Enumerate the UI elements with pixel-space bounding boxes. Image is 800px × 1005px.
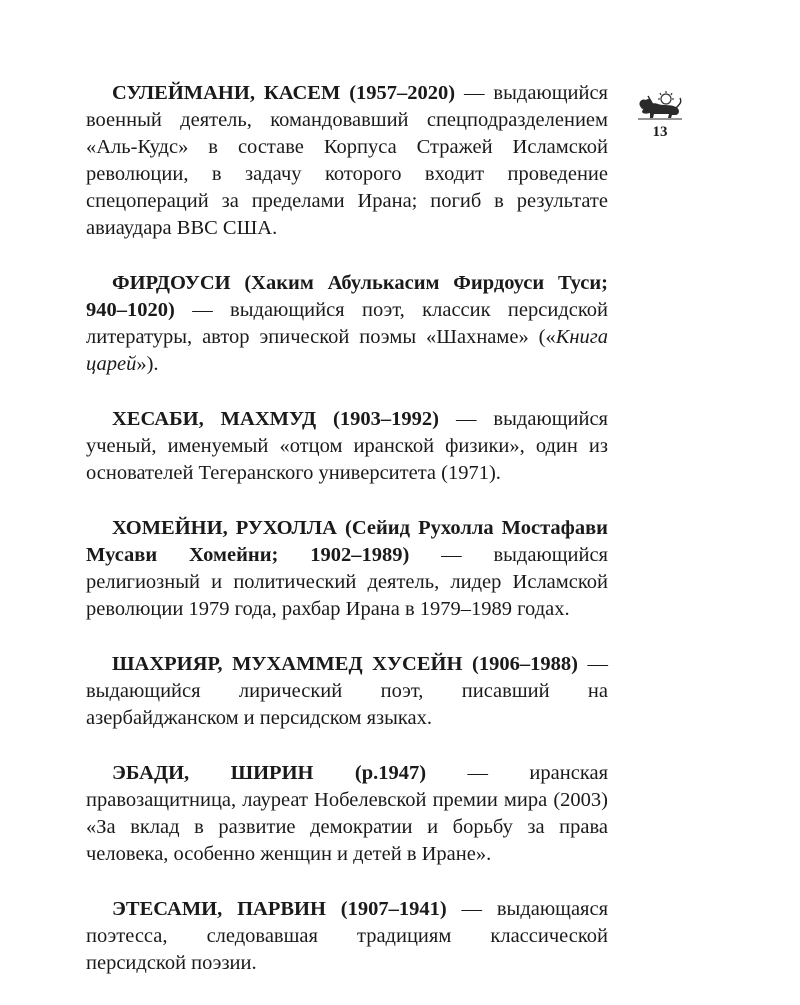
- entry-heading: ХЕСАБИ, МАХМУД (1903–1992): [112, 408, 439, 430]
- glossary-column: [86, 80, 608, 1005]
- glossary-entry-suleimani: [86, 80, 608, 242]
- lion-and-sun-emblem-icon: [636, 90, 684, 120]
- entry-text: — выдающийся религиозный и политический деятель, лидер Исламской революции 1979 года, рахбар Ирана в 1979–1989 годах.: [86, 544, 608, 620]
- entry-text: — выдающийся военный деятель, командовавший спецподразделением «Аль-Кудс» в составе Корпуса Стражей Исламской революции, в задачу которого входит проведение спецопераций за пределами Ирана; погиб в результате авиаудара ВВС США.: [86, 82, 608, 239]
- entry-text: — иранская правозащитница, лауреат Нобелевской премии мира (2003) «За вклад в развитие демократии и борьбу за права человека, особенно женщин и детей в Иране».: [86, 762, 608, 865]
- entry-heading: ШАХРИЯР, МУХАММЕД ХУСЕЙН (1906–1988): [112, 653, 578, 675]
- entry-text: — выдающийся ученый, именуемый «отцом иранской физики», один из основателей Тегеранского университета (1971).: [86, 408, 608, 484]
- entry-heading: ФИРДОУСИ (Хаким Абулькасим Фирдоуси Туси; 940–1020): [86, 272, 608, 321]
- glossary-entry-shahriar: [86, 651, 608, 732]
- glossary-entry-ebadi: [86, 760, 608, 868]
- entry-heading: СУЛЕЙМАНИ, КАСЕМ (1957–2020): [112, 82, 456, 104]
- page-number: 13: [652, 124, 668, 140]
- entry-heading: ХОМЕЙНИ, РУХОЛЛА (Сейид Рухолла Мостафави Мусави Хомейни; 1902–1989): [86, 517, 608, 566]
- entry-text-tail: »).: [136, 353, 159, 375]
- glossary-entry-hesabi: [86, 406, 608, 487]
- entry-heading: ЭТЕСАМИ, ПАРВИН (1907–1941): [112, 898, 447, 920]
- entry-text: — выдающийся поэт, классик персидской литературы, автор эпической поэмы «Шахнаме» («: [86, 299, 608, 348]
- glossary-entry-etesami: [86, 896, 608, 977]
- glossary-entry-khomeini: [86, 515, 608, 623]
- entry-italic-title: Книга царей: [86, 326, 608, 375]
- entry-text: — выдающаяся поэтесса, следовавшая традициям классической персидской поэзии.: [86, 898, 609, 974]
- entry-heading: ЭБАДИ, ШИРИН (р.1947): [112, 762, 427, 784]
- glossary-entry-ferdowsi: [86, 270, 608, 378]
- entry-text: — выдающийся лирический поэт, писавший на азербайджанском и персидском языках.: [86, 653, 609, 729]
